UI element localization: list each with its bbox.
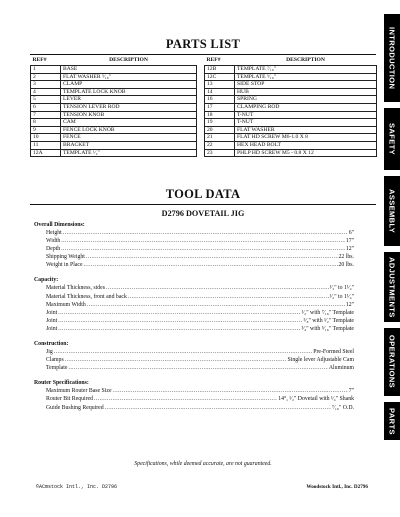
footer-left: ©ACmstock Intl., Inc. D2796 xyxy=(36,484,118,490)
part-description: HUB xyxy=(235,88,377,96)
tab-assembly[interactable]: ASSEMBLY xyxy=(384,176,400,246)
spec-value: ⁵⁄₈" with ¹⁄₂" Template xyxy=(303,317,354,324)
dot-leader xyxy=(84,261,338,269)
spec-section-title: Overall Dimensions: xyxy=(34,222,85,228)
part-description: BASE xyxy=(61,66,197,74)
spec-row xyxy=(46,284,354,292)
spec-label: Joint xyxy=(46,325,58,332)
part-ref: 7 xyxy=(31,111,61,119)
spec-row xyxy=(46,309,354,317)
table-row xyxy=(31,81,377,89)
spec-label: Width xyxy=(46,238,61,245)
description-header-left: DESCRIPTION xyxy=(109,57,148,63)
tool-data-heading: TOOL DATA xyxy=(30,187,376,205)
part-description: FLAT HD SCREW M6-1.0 X 8 xyxy=(235,134,377,142)
dot-leader xyxy=(105,404,331,412)
dot-leader xyxy=(63,229,348,237)
description-header-right: DESCRIPTION xyxy=(286,57,325,63)
part-ref: 3 xyxy=(31,81,61,89)
part-ref: 17 xyxy=(205,103,235,111)
part-ref: 16 xyxy=(205,96,235,104)
spec-value: 7" xyxy=(348,388,354,395)
tab-safety[interactable]: SAFETY xyxy=(384,108,400,170)
part-ref: 23 xyxy=(205,149,235,157)
part-description: CLAMP xyxy=(61,81,197,89)
dot-leader xyxy=(94,395,277,403)
spec-value: ³⁄₄" with ⁵⁄₁₆" Template xyxy=(301,325,354,332)
spec-label: Maximum Width xyxy=(46,301,86,308)
spec-value: 20 lbs. xyxy=(338,262,354,269)
ref-header-right: REF# xyxy=(206,57,221,63)
table-row xyxy=(31,126,377,134)
tab-operations[interactable]: OPERATIONS xyxy=(384,328,400,396)
table-row xyxy=(31,134,377,142)
spec-row xyxy=(46,364,354,372)
dot-leader xyxy=(54,348,313,356)
table-row xyxy=(31,119,377,127)
spec-row xyxy=(46,325,354,333)
table-row xyxy=(31,66,377,74)
spec-label: Clamps xyxy=(46,357,64,364)
spec-row xyxy=(46,356,354,364)
tool-data-subtitle: D2796 DOVETAIL JIG xyxy=(161,209,245,218)
part-ref: 21 xyxy=(205,134,235,142)
spec-label: Material Thickness, front and back xyxy=(46,293,127,300)
spec-row xyxy=(46,348,354,356)
part-description: SIDE STOP xyxy=(235,81,377,89)
spec-row xyxy=(46,261,354,269)
spec-label: Joint xyxy=(46,309,58,316)
spec-label: Material Thickness, sides xyxy=(46,285,105,292)
part-ref: 1 xyxy=(31,66,61,74)
spec-value: 17" xyxy=(345,238,354,245)
spec-row xyxy=(46,245,354,253)
spec-label: Guide Bushing Required xyxy=(46,404,104,411)
part-description: FLAT WASHER xyxy=(235,126,377,134)
spec-value: 12" xyxy=(345,301,354,308)
part-ref: 10 xyxy=(31,134,61,142)
part-ref: 2 xyxy=(31,73,61,81)
tab-introduction[interactable]: INTRODUCTION xyxy=(384,14,400,102)
part-description: LEVER xyxy=(61,96,197,104)
dot-leader xyxy=(113,387,348,395)
spec-row xyxy=(46,253,354,261)
part-ref: 11 xyxy=(31,141,61,149)
spec-value: Aluminum xyxy=(328,365,354,372)
specifications-note: Specifications, while deemed accurate, are not guaranteed. xyxy=(134,461,272,467)
parts-list-heading: PARTS LIST xyxy=(30,37,376,55)
table-row xyxy=(31,149,377,157)
part-ref: 12A xyxy=(31,149,61,157)
spec-label: Height xyxy=(46,230,62,236)
table-row xyxy=(31,88,377,96)
spec-row xyxy=(46,317,354,325)
part-ref: 4 xyxy=(31,88,61,96)
spec-section-title: Capacity: xyxy=(34,277,59,284)
spec-label: Joint xyxy=(46,317,58,324)
spec-row xyxy=(46,395,354,403)
spec-label: Shipping Weight xyxy=(46,254,85,261)
part-description: TEMPLATE ⁷⁄₁₆" xyxy=(235,66,377,74)
dot-leader xyxy=(58,317,302,325)
spec-value: ¹⁄₂" with ⁷⁄₁₆" Template xyxy=(301,309,354,316)
spec-value: Single lever Adjustable Cam xyxy=(287,357,354,364)
dot-leader xyxy=(87,301,345,309)
spec-value: Pre-Formed Steel xyxy=(313,349,354,356)
part-description: HEX HEAD BOLT xyxy=(235,141,377,149)
spec-section-title: Construction: xyxy=(34,341,69,348)
table-row xyxy=(31,141,377,149)
spec-section-title: Router Specifications: xyxy=(34,380,89,387)
spec-row xyxy=(46,301,354,309)
spec-label: Router Bit Required xyxy=(46,396,94,403)
spec-label: Jig xyxy=(46,349,53,356)
spec-label: Template xyxy=(46,365,68,372)
spec-row xyxy=(46,404,354,412)
part-ref: 12B xyxy=(205,66,235,74)
parts-list-table xyxy=(30,56,377,157)
part-ref: 9 xyxy=(31,126,61,134)
table-row xyxy=(31,73,377,81)
footer-right: Woodstock Intl., Inc. D2796 xyxy=(306,484,368,490)
spec-label: Depth xyxy=(46,246,61,253)
part-ref: 12C xyxy=(205,73,235,81)
table-row xyxy=(31,103,377,111)
part-description: FENCE LOCK KNOB xyxy=(61,126,197,134)
table-row xyxy=(31,111,377,119)
part-description: TEMPLATE LOCK KNOB xyxy=(61,88,197,96)
dot-leader xyxy=(58,325,300,333)
ref-header-left: REF# xyxy=(32,57,47,63)
tab-adjustments[interactable]: ADJUSTMENTS xyxy=(384,252,400,322)
spec-value: 12" xyxy=(345,246,354,253)
part-description: T-NUT xyxy=(235,119,377,127)
part-description: PHLP HD SCREW M5 - 0.8 X 12 xyxy=(235,149,377,157)
part-description: FLAT WASHER ⁵⁄₁₆" xyxy=(61,73,197,81)
spec-value: 14°, ¹⁄₂" Dovetail with ¹⁄₄" Shank xyxy=(278,396,354,403)
part-ref: 19 xyxy=(205,119,235,127)
spec-label: Maximum Router Base Size xyxy=(46,388,112,395)
part-description: BRACKET xyxy=(61,141,197,149)
spec-value: 22 lbs. xyxy=(338,254,354,261)
spec-row xyxy=(46,229,354,237)
spec-value: ¹⁄₂" to 1¹⁄₄" xyxy=(329,293,354,300)
part-ref: 22 xyxy=(205,141,235,149)
dot-leader xyxy=(65,356,287,364)
part-description: TEMPLATE ⁵⁄₁₆" xyxy=(235,73,377,81)
part-ref: 14 xyxy=(205,88,235,96)
part-description: TENSION KNOB xyxy=(61,111,197,119)
table-row xyxy=(31,96,377,104)
part-ref: 20 xyxy=(205,126,235,134)
tool-specifications xyxy=(36,221,354,412)
part-description: TENSION LEVER ROD xyxy=(61,103,197,111)
dot-leader xyxy=(128,293,329,301)
parts-table-body xyxy=(31,66,377,157)
part-ref: 13 xyxy=(205,81,235,89)
dot-leader xyxy=(58,309,300,317)
part-ref: 6 xyxy=(31,103,61,111)
part-description: T-NUT xyxy=(235,111,377,119)
tab-parts[interactable]: PARTS xyxy=(384,402,400,440)
parts-table-header xyxy=(31,56,377,66)
dot-leader xyxy=(61,245,345,253)
part-description: TEMPLATE ¹⁄₂" xyxy=(61,149,197,157)
part-description: FENCE xyxy=(61,134,197,142)
spec-row xyxy=(46,293,354,301)
part-description: CAM xyxy=(61,119,197,127)
spec-label: Weight in Place xyxy=(46,262,83,269)
dot-leader xyxy=(86,253,338,261)
spec-row xyxy=(46,237,354,245)
dot-leader xyxy=(106,284,329,292)
dot-leader xyxy=(61,237,345,245)
spec-value: ¹⁄₂" to 1¹⁄₄" xyxy=(329,285,354,292)
part-ref: 18 xyxy=(205,111,235,119)
spec-value: ⁷⁄₁₆" O.D. xyxy=(331,404,354,411)
spec-row xyxy=(46,387,354,395)
part-description: SPRING xyxy=(235,96,377,104)
part-ref: 8 xyxy=(31,119,61,127)
part-ref: 5 xyxy=(31,96,61,104)
dot-leader xyxy=(68,364,327,372)
spec-value: 6" xyxy=(348,230,354,236)
part-description: CLAMPING ROD xyxy=(235,103,377,111)
